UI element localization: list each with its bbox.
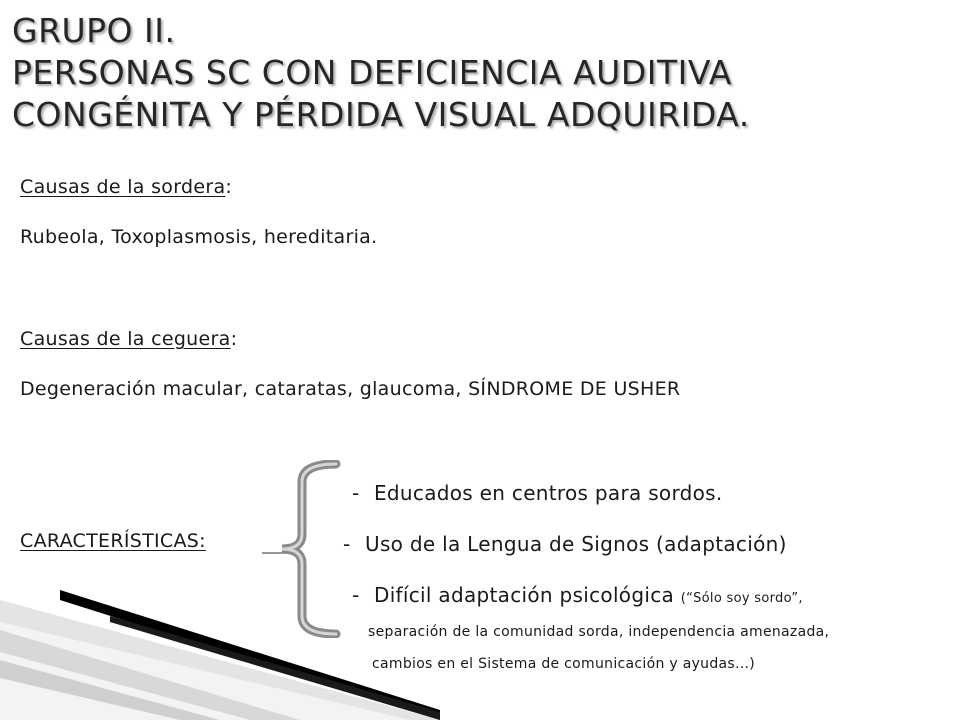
title-line-3: CONGÉNITA Y PÉRDIDA VISUAL ADQUIRIDA. [12, 95, 750, 134]
caracteristicas-label: CARACTERÍSTICAS: [20, 530, 206, 552]
caracteristica-note: (“Sólo soy sordo”, [680, 591, 803, 606]
ceguera-colon: : [230, 328, 238, 350]
ceguera-heading: Causas de la ceguera [20, 328, 231, 350]
title-line-1: GRUPO II. [12, 11, 176, 50]
sordera-heading: Causas de la sordera [20, 176, 226, 198]
ceguera-heading-row [20, 328, 237, 350]
caracteristica-item-1: - Educados en centros para sordos. [352, 481, 723, 505]
note-line-3: cambios en el Sistema de comunicación y ayudas…) [372, 656, 756, 672]
sordera-heading-row [20, 176, 232, 198]
slide-title [12, 10, 750, 136]
title-line-2: PERSONAS SC CON DEFICIENCIA AUDITIVA [12, 53, 732, 92]
note-line-2: separación de la comunidad sorda, independencia amenazada, [368, 624, 830, 640]
sordera-colon: : [225, 176, 233, 198]
caracteristica-item-3: - Difícil adaptación psicológica (“Sólo soy sordo”, [352, 583, 803, 607]
ceguera-text: Degeneración macular, cataratas, glaucoma, SÍNDROME DE USHER [20, 378, 681, 400]
decorative-stripes [0, 560, 440, 720]
sordera-text: Rubeola, Toxoplasmosis, hereditaria. [20, 226, 378, 248]
caracteristica-item-2: - Uso de la Lengua de Signos (adaptación) [343, 532, 787, 556]
